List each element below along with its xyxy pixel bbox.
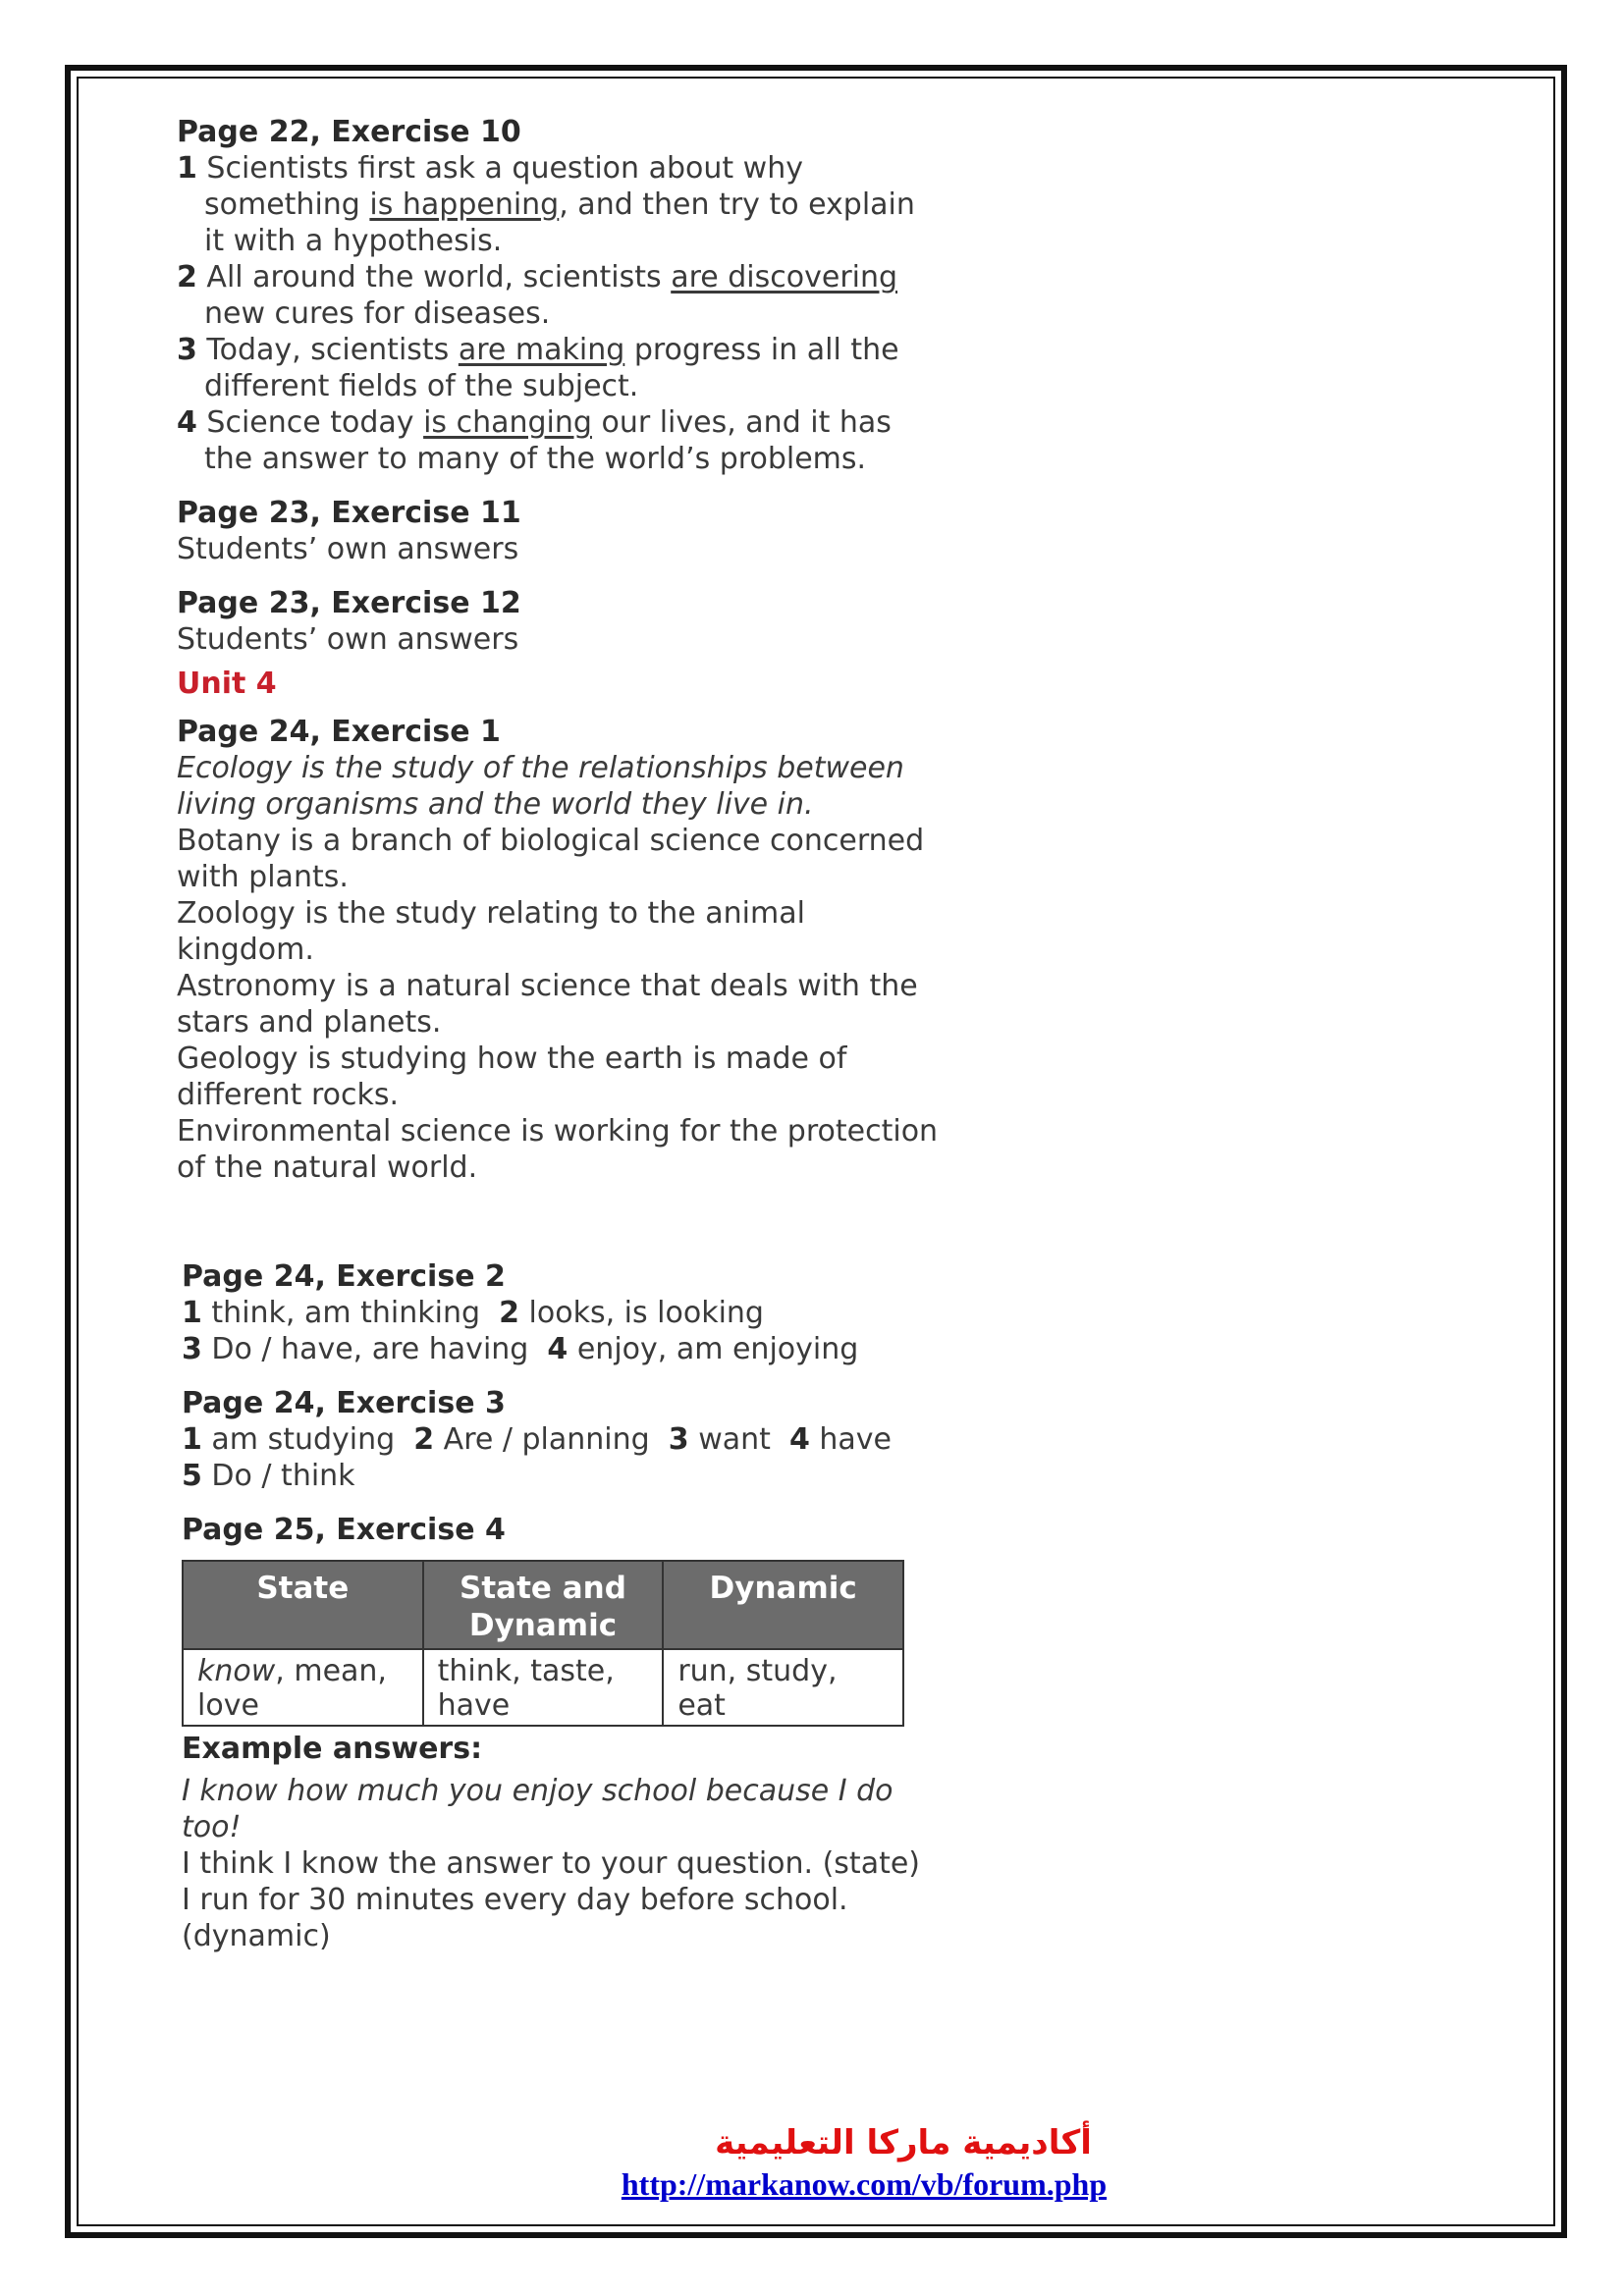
item-number: 4 — [177, 405, 197, 440]
section-heading: Page 24, Exercise 1 — [177, 715, 501, 749]
list-item — [177, 259, 943, 332]
answer-row — [182, 1421, 943, 1458]
ex3-rows — [182, 1421, 943, 1494]
answer-line: Botany is a branch of biological science concerned with plants. — [177, 824, 925, 894]
answer-line: Zoology is the study relating to the animal kingdom. — [177, 896, 805, 967]
item-number: 3 — [182, 1332, 202, 1366]
item-number: 1 — [182, 1296, 202, 1330]
section-ex1 — [177, 714, 943, 1186]
section-heading: Page 23, Exercise 12 — [177, 586, 521, 620]
unit-title: Unit 4 — [177, 667, 277, 701]
table-header-state-and-dynamic: State and Dynamic — [423, 1561, 664, 1649]
item-number: 1 — [182, 1422, 202, 1457]
cell-text: , mean, love — [197, 1654, 387, 1723]
section-ex10 — [177, 114, 943, 477]
answer-line: Astronomy is a natural science that deals with the stars and planets. — [177, 969, 918, 1040]
answer-row — [182, 1458, 943, 1494]
cell-text: think, taste, have — [437, 1654, 615, 1723]
table-row — [183, 1649, 903, 1726]
answer-key-content — [177, 114, 943, 1972]
cell-text: run, study, eat — [677, 1654, 838, 1723]
section-ex4 — [177, 1512, 943, 1954]
section-ex12 — [177, 585, 943, 658]
answer-row — [182, 1331, 943, 1367]
section-heading: Page 23, Exercise 11 — [177, 496, 521, 530]
example-lines — [182, 1845, 943, 1954]
item-text: , and then try to explain it with a hypothesis. — [204, 187, 915, 258]
section-heading: Page 22, Exercise 10 — [177, 115, 521, 149]
item-text: All around the world, scientists — [206, 260, 672, 294]
item-text: new cures for diseases. — [204, 296, 551, 331]
item-text: Do / have, are having — [211, 1332, 529, 1366]
example-line: I run for 30 minutes every day before school. (dynamic) — [182, 1883, 848, 1953]
item-text: Science today — [206, 405, 424, 440]
footer-arabic-title: أكاديمية ماركا التعليمية — [715, 2123, 1092, 2163]
item-number: 2 — [177, 260, 197, 294]
section-ex3 — [177, 1385, 943, 1494]
item-number: 5 — [182, 1459, 202, 1493]
ex1-lines — [177, 823, 943, 1186]
item-number: 2 — [499, 1296, 519, 1330]
underlined-verb: is changing — [423, 405, 592, 440]
table-cell-state-and-dynamic — [423, 1649, 664, 1726]
list-item — [177, 150, 943, 259]
examples-label: Example answers: — [182, 1732, 483, 1766]
table-cell-state — [183, 1649, 423, 1726]
answer-row — [182, 1295, 943, 1331]
footer-link[interactable]: http://markanow.com/vb/forum.php — [621, 2166, 1108, 2202]
table-header-state: State — [183, 1561, 423, 1649]
section-heading: Page 24, Exercise 2 — [182, 1259, 506, 1294]
state-dynamic-table — [182, 1560, 904, 1727]
item-number: 3 — [668, 1422, 689, 1457]
section-heading: Page 25, Exercise 4 — [182, 1513, 506, 1547]
item-number: 1 — [177, 151, 197, 186]
item-number: 3 — [177, 333, 197, 367]
section-heading: Page 24, Exercise 3 — [182, 1386, 506, 1420]
answer-italic: Ecology is the study of the relationships between living organisms and the world they live in. — [177, 751, 904, 822]
item-number: 2 — [413, 1422, 435, 1457]
section-ex2 — [177, 1258, 943, 1367]
item-text: want — [698, 1422, 771, 1457]
table-header-dynamic: Dynamic — [663, 1561, 903, 1649]
underlined-verb: are discovering — [671, 260, 898, 294]
table-cell-dynamic — [663, 1649, 903, 1726]
item-text: Are / planning — [443, 1422, 650, 1457]
item-text: Do / think — [211, 1459, 355, 1493]
item-text: our lives, and it has the answer to many of the world’s problems. — [204, 405, 892, 476]
underlined-verb: are making — [458, 333, 625, 367]
ex10-list — [177, 150, 943, 477]
answer-line: Environmental science is working for the protection of the natural world. — [177, 1114, 939, 1185]
section-ex11 — [177, 495, 943, 567]
cell-italic: know — [197, 1654, 276, 1688]
list-item — [177, 404, 943, 477]
example-line: I think I know the answer to your question. (state) — [182, 1846, 921, 1881]
item-text: enjoy, am enjoying — [576, 1332, 859, 1366]
item-number: 4 — [788, 1422, 810, 1457]
item-text: think, am thinking — [211, 1296, 481, 1330]
answer-text: Students’ own answers — [177, 532, 519, 566]
item-text: progress in all the different fields of the subject. — [204, 333, 899, 403]
list-item — [177, 332, 943, 404]
answer-text: Students’ own answers — [177, 622, 519, 657]
ex2-rows — [182, 1295, 943, 1367]
item-text: have — [819, 1422, 892, 1457]
underlined-verb: is happening — [369, 187, 560, 222]
item-number: 4 — [547, 1332, 568, 1366]
item-text: Today, scientists — [206, 333, 459, 367]
example-italic: I know how much you enjoy school because I do too! — [182, 1774, 893, 1844]
answer-line: Geology is studying how the earth is made of different rocks. — [177, 1041, 847, 1112]
item-text: am studying — [211, 1422, 396, 1457]
item-text: Scientists first ask a question about why something — [204, 151, 803, 222]
item-text: looks, is looking — [528, 1296, 764, 1330]
